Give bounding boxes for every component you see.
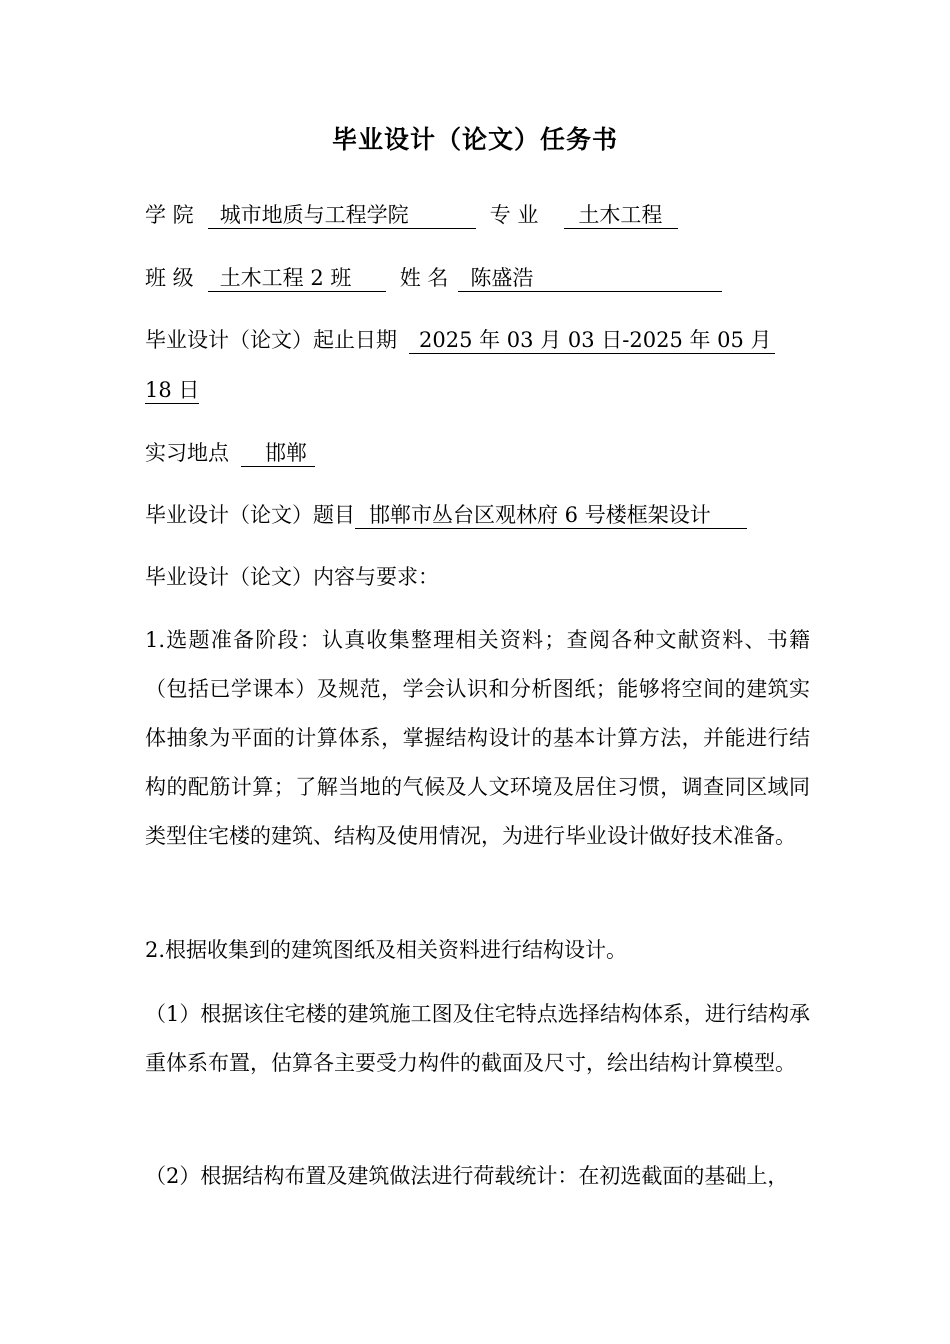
location-label: 实习地点 [145,441,229,465]
content-label: 毕业设计（论文）内容与要求： [145,565,439,589]
topic-label: 毕业设计（论文）题目 [145,503,355,527]
period-value: 2025 年 03 月 03 日-2025 年 05 月 [409,327,775,354]
class-value: 土木工程 2 班 [208,265,386,292]
period-row [145,325,775,355]
major-label: 专 业 [489,203,539,227]
college-value: 城市地质与工程学院 [208,202,476,229]
location-row [145,438,315,468]
topic-value: 邯郸市丛台区观林府 6 号楼框架设计 [355,502,747,529]
paragraph-3: （1）根据该住宅楼的建筑施工图及住宅特点选择结构体系，进行结构承重体系布置，估算各主要受力构件的截面及尺寸，绘出结构计算模型。 [145,1002,810,1075]
period-value-cont: 18 日 [145,378,200,402]
class-name-row [145,263,722,293]
college-label: 学 院 [145,203,194,227]
content-heading [145,562,439,592]
class-label: 班 级 [145,266,194,290]
location-value: 邯郸 [241,440,315,467]
page-title: 毕业设计（论文）任务书 [331,125,618,154]
major-value: 土木工程 [564,202,678,229]
paragraph-4: （2）根据结构布置及建筑做法进行荷载统计：在初选截面的基础上， [145,1164,789,1188]
name-label: 姓 名 [399,266,449,290]
college-major-row [145,200,678,230]
topic-row [145,500,747,530]
paragraph-1: 1.选题准备阶段：认真收集整理相关资料；查阅各种文献资料、书籍（包括已学课本）及规范，学会认识和分析图纸；能够将空间的建筑实体抽象为平面的计算体系，掌握结构设计的基本计算方法，并能进行结构的配筋计算；了解当地的气候及人文环境及居住习惯，调查同区域同类型住宅楼的建筑、结构及使用情况，为进行毕业设计做好技术准备。 [145,628,810,848]
name-value: 陈盛浩 [458,265,722,292]
period-row-cont [145,375,199,405]
paragraph-2: 2.根据收集到的建筑图纸及相关资料进行结构设计。 [145,938,628,962]
period-label: 毕业设计（论文）起止日期 [145,328,397,352]
